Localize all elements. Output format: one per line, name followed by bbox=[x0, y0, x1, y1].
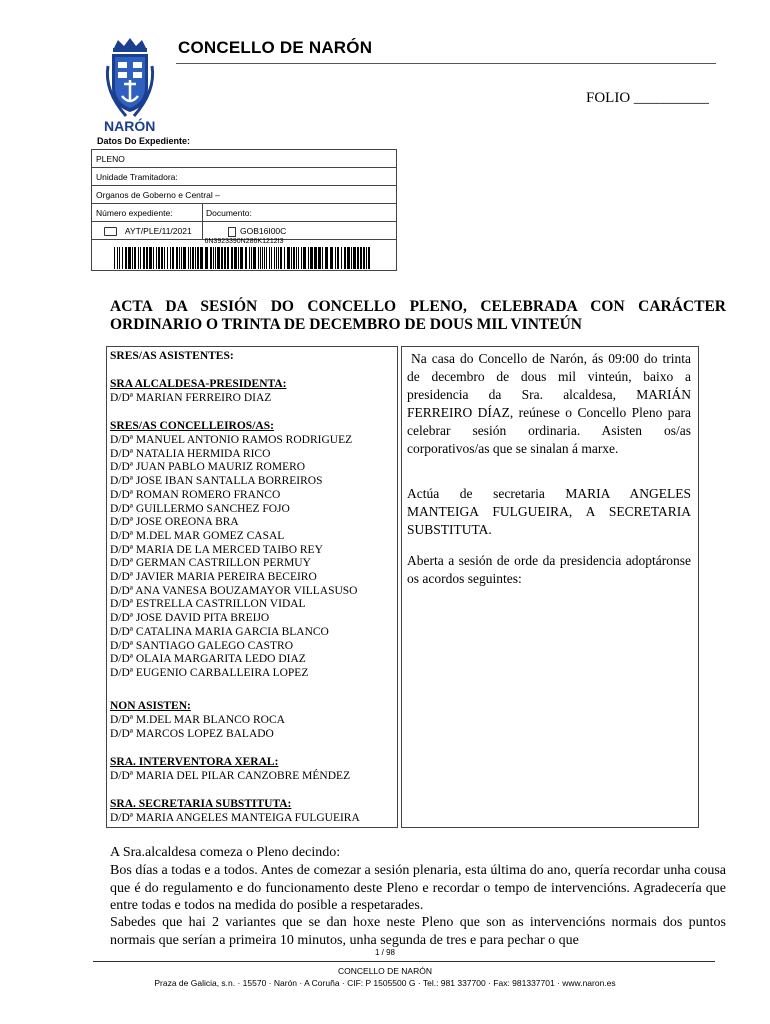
barcode-icon bbox=[114, 247, 370, 269]
footer-divider bbox=[93, 961, 715, 962]
expediente-row-organos: Organos de Goberno e Central – bbox=[92, 186, 396, 204]
concelleiro-item: D/Dª EUGENIO CARBALLEIRA LOPEZ bbox=[110, 666, 309, 679]
numero-expediente-label: Número expediente: bbox=[96, 208, 173, 218]
numero-expediente-value[interactable]: AYT/PLE/11/2021 bbox=[124, 226, 192, 236]
concelleiro-item: D/Dª ROMAN ROMERO FRANCO bbox=[110, 488, 281, 501]
footer-address: Praza de Galicia, s.n. · 15570 · Narón · A Coruña · CIF: P 1505500 G · Tel.: 981 337700 · Fax: 981337701 · www.naron.es bbox=[154, 978, 616, 988]
alcaldesa-name: D/Dª MARIAN FERREIRO DIAZ bbox=[110, 392, 272, 404]
concelleiro-item: D/Dª ANA VANESA BOUZAMAYOR VILLASUSO bbox=[110, 584, 358, 597]
concelleiro-item: D/Dª ESTRELLA CASTRILLON VIDAL bbox=[110, 598, 306, 611]
non-asisten-item: D/Dª M.DEL MAR BLANCO ROCA bbox=[110, 714, 285, 726]
concelleiro-item: D/Dª NATALIA HERMIDA RICO bbox=[110, 447, 271, 460]
non-asisten-item: D/Dª MARCOS LOPEZ BALADO bbox=[110, 728, 274, 740]
concelleiro-item: D/Dª MANUEL ANTONIO RAMOS RODRIGUEZ bbox=[110, 434, 353, 446]
concelleiro-item: D/Dª GERMAN CASTRILLON PERMUY bbox=[110, 557, 311, 570]
page-header-title: CONCELLO DE NARÓN bbox=[178, 38, 373, 57]
secretaria-name: D/Dª MARIA ANGELES MANTEIGA FULGUEIRA bbox=[110, 812, 360, 824]
concelleiro-item: D/Dª M.DEL MAR GOMEZ CASAL bbox=[110, 529, 285, 542]
expediente-heading: Datos Do Expediente: bbox=[97, 136, 191, 146]
non-asisten-heading: NON ASISTEN: bbox=[110, 700, 191, 712]
concelleiro-item: D/Dª JAVIER MARIA PEREIRA BECEIRO bbox=[110, 571, 317, 583]
concelleiro-item: D/Dª JOSE IBAN SANTALLA BORREIROS bbox=[110, 475, 323, 488]
expediente-box bbox=[91, 149, 397, 271]
page-number: 1 / 98 bbox=[374, 948, 395, 957]
footer-org: CONCELLO DE NARÓN bbox=[338, 966, 432, 976]
naron-coat-of-arms-logo bbox=[100, 36, 160, 136]
interventora-name: D/Dª MARIA DEL PILAR CANZOBRE MÉNDEZ bbox=[110, 770, 351, 782]
concelleiro-item: D/Dª OLAIA MARGARITA LEDO DIAZ bbox=[110, 653, 306, 666]
expediente-row-pleno: PLENO bbox=[92, 150, 396, 168]
secretaria-heading: SRA. SECRETARIA SUBSTITUTA: bbox=[110, 798, 292, 810]
concelleiro-item: D/Dª JUAN PABLO MAURIZ ROMERO bbox=[110, 461, 306, 474]
attendees-heading: SRES/AS ASISTENTES: bbox=[110, 350, 234, 362]
expediente-row-labels bbox=[92, 204, 396, 222]
document-title: ACTA DA SESIÓN DO CONCELLO PLENO, CELEBRADA CON CARÁCTER ORDINARIO O TRINTA DE DECEMBRO DE DOUS MIL VINTEÚN bbox=[110, 298, 726, 333]
body-paragraph: A Sra.alcaldesa comeza o Pleno decindo: bbox=[110, 845, 341, 860]
concelleiros-heading: SRES/AS CONCELLEIROS/AS: bbox=[110, 420, 274, 432]
concelleiro-item: D/Dª MARIA DE LA MERCED TAIBO REY bbox=[110, 543, 323, 556]
concelleiro-item: D/Dª CATALINA MARIA GARCIA BLANCO bbox=[110, 625, 329, 638]
header-divider bbox=[176, 63, 716, 64]
documento-label: Documento: bbox=[206, 208, 252, 218]
concelleiro-item: D/Dª SANTIAGO GALEGO CASTRO bbox=[110, 639, 294, 652]
alcaldesa-heading: SRA ALCALDESA-PRESIDENTA: bbox=[110, 378, 287, 390]
concelleiro-item: D/Dª GUILLERMO SANCHEZ FOJO bbox=[110, 502, 290, 515]
expediente-row-unidade: Unidade Tramitadora: bbox=[92, 168, 396, 186]
documento-value[interactable]: GOB16I00C bbox=[240, 226, 287, 236]
interventora-heading: SRA. INTERVENTORA XERAL: bbox=[110, 756, 279, 768]
logo-caption: NARÓN bbox=[104, 118, 156, 134]
session-intro-paragraph: Na casa do Concello de Narón, ás 09:00 do trinta de decembro de dous mil vinteún, baixo a presidencia da Sra. alcaldesa, MARIÁN FERREIRO DÍAZ, reúnese o Concello Pleno para celebrar sesión ordinaria. Asisten os/as corporativos/as que se sinalan á marxe. bbox=[407, 351, 691, 456]
concelleiro-item: D/Dª JOSE DAVID PITA BREIJO bbox=[110, 612, 270, 625]
expediente-column-divider bbox=[202, 204, 203, 240]
session-opened-paragraph: Aberta a sesión de orde da presidencia adoptáronse os acordos seguintes: bbox=[407, 553, 691, 586]
secretaria-paragraph: Actúa de secretaria MARIA ANGELES MANTEIGA FULGUEIRA, A SECRETARIA SUBSTITUTA. bbox=[407, 486, 691, 537]
folder-icon bbox=[104, 227, 117, 236]
body-paragraph: Sabedes que hai 2 variantes que se dan hoxe neste Pleno que son as intervencións normais dos puntos normais que serían a primeira 10 minutos, unha segunda de tres e para pechar o que bbox=[110, 915, 726, 948]
concelleiro-item: D/Dª JOSE OREONA BRA bbox=[110, 516, 239, 529]
body-paragraph: Bos días a todas e a todos. Antes de comezar a sesión plenaria, esta última do ano, quería recordar unha cousa que é do regulamento e do funcionamento deste Pleno e recordar o tempo de intervencións. Agradecería que entre todas e todos na medida do posible a respetarades. bbox=[110, 863, 726, 913]
barcode-text: 6N3923390N286K1212I3 bbox=[204, 238, 284, 245]
folio-field: FOLIO __________ bbox=[586, 90, 709, 106]
